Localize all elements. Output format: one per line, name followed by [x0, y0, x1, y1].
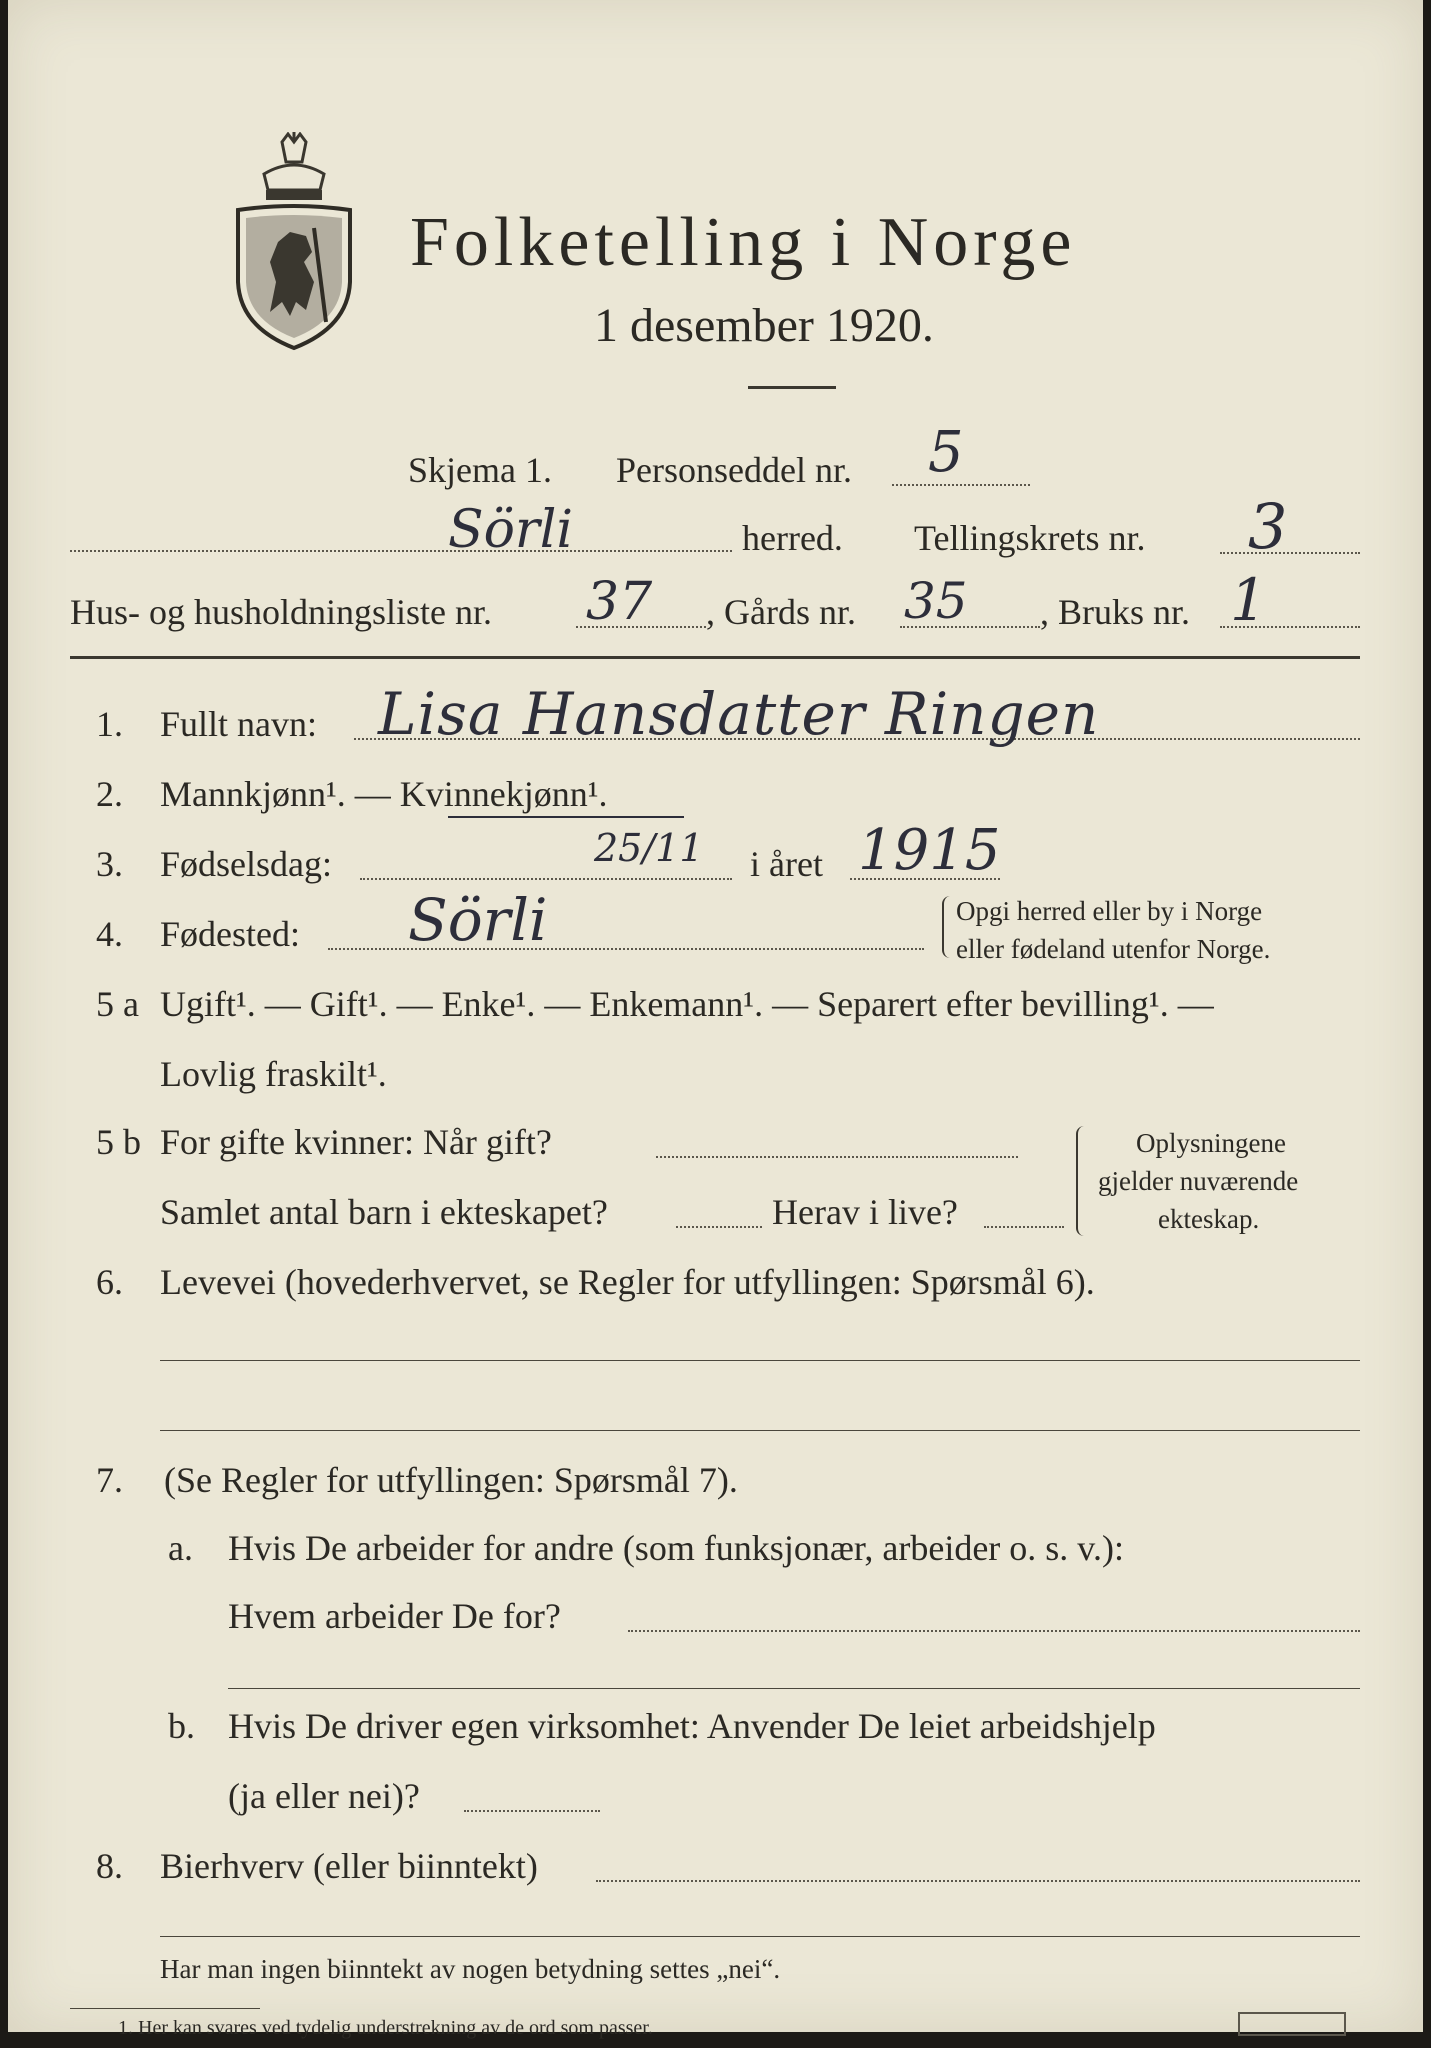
q5b-children-label: Samlet antal barn i ekteskapet?	[160, 1192, 608, 1232]
q6-answer-line2	[160, 1430, 1360, 1431]
footnote-divider	[70, 2008, 260, 2009]
q1-value: Lisa Hansdatter Ringen	[378, 680, 1100, 748]
q5a-number: 5 a	[96, 984, 139, 1024]
census-form-page	[8, 0, 1423, 2039]
q4-note-line1: Opgi herred eller by i Norge	[956, 896, 1263, 926]
q3-label: Fødselsdag:	[160, 844, 333, 884]
q5b-note-brace	[1076, 1126, 1084, 1236]
q7a-answer-line	[628, 1630, 1360, 1632]
q8-number: 8.	[96, 1846, 123, 1886]
personseddel-value: 5	[928, 420, 964, 485]
q7a-line1: Hvis De arbeider for andre (som funksjonær, arbeider o. s. v.):	[228, 1528, 1124, 1568]
q5b-line1: For gifte kvinner: Når gift?	[160, 1122, 552, 1162]
gards-value: 35	[904, 572, 968, 630]
q6-answer-line1	[160, 1360, 1360, 1361]
herred-value: Sörli	[448, 500, 574, 560]
footer-note: Har man ingen biinntekt av nogen betydning settes „nei“.	[160, 1954, 781, 1984]
q1-label: Fullt navn:	[160, 704, 318, 744]
q5b-alive-label: Herav i live?	[772, 1192, 958, 1232]
q7b-letter: b.	[168, 1706, 195, 1746]
q7-label: (Se Regler for utfyllingen: Spørsmål 7).	[164, 1460, 738, 1500]
q3-number: 3.	[96, 844, 123, 884]
tellingskrets-label: Tellingskrets nr.	[914, 518, 1146, 558]
q5b-note-line3: ekteskap.	[1158, 1204, 1260, 1234]
q3-year-value: 1915	[858, 818, 1001, 883]
title-divider	[748, 386, 836, 389]
husliste-label: Hus- og husholdningsliste nr.	[70, 592, 493, 632]
q4-label: Fødested:	[160, 914, 300, 954]
bruks-label: , Bruks nr.	[1040, 592, 1191, 632]
q6-label: Levevei (hovederhvervet, se Regler for utfyllingen: Spørsmål 6).	[160, 1262, 1095, 1302]
q7b-line2: (ja eller nei)?	[228, 1776, 420, 1816]
gards-label: , Gårds nr.	[706, 592, 856, 632]
q5a-line2: Lovlig fraskilt¹.	[160, 1054, 387, 1094]
coat-of-arms-icon	[230, 132, 360, 352]
q5b-children-line	[676, 1226, 762, 1228]
q4-value: Sörli	[408, 886, 548, 954]
q6-number: 6.	[96, 1262, 123, 1302]
q7a-letter: a.	[168, 1528, 193, 1568]
q8-label: Bierhverv (eller biinntekt)	[160, 1846, 538, 1886]
census-date: 1 desember 1920.	[594, 299, 934, 352]
q1-number: 1.	[96, 704, 123, 744]
personseddel-label: Personseddel nr.	[616, 450, 852, 490]
tellingskrets-value: 3	[1248, 490, 1288, 563]
q5a-line1: Ugift¹. — Gift¹. — Enke¹. — Enkemann¹. — Separert efter bevilling¹. —	[160, 984, 1214, 1024]
q5b-note-line1: Oplysningene	[1136, 1128, 1286, 1158]
q4-note-line2: eller fødeland utenfor Norge.	[956, 934, 1271, 964]
q5b-alive-line	[984, 1226, 1064, 1228]
q7b-answer-line	[464, 1810, 600, 1812]
q2-label: Mannkjønn¹. — Kvinnekjønn¹.	[160, 774, 608, 814]
schema-label: Skjema 1.	[408, 450, 552, 490]
q7b-line1: Hvis De driver egen virksomhet: Anvender De leiet arbeidshjelp	[228, 1706, 1156, 1746]
husliste-value: 37	[586, 572, 653, 632]
q5b-number: 5 b	[96, 1122, 141, 1162]
header-divider	[70, 656, 1360, 659]
tellingskrets-line	[1220, 552, 1360, 554]
q3-line	[360, 878, 732, 880]
q8-answer-line2	[160, 1936, 1360, 1937]
q2-number: 2.	[96, 774, 123, 814]
footnote: 1. Her kan svares ved tydelig understrekning av de ord som passer.	[118, 2017, 653, 2039]
herred-line	[70, 550, 732, 552]
q7-number: 7.	[96, 1460, 123, 1500]
page-title: Folketelling i Norge	[410, 204, 1077, 281]
q3-year-label: i året	[750, 844, 823, 884]
q7a-answer-line2	[228, 1688, 1360, 1689]
printer-stamp	[1238, 2012, 1346, 2036]
q4-note-brace	[942, 896, 950, 958]
q3-value: 25/11	[594, 826, 704, 870]
q4-number: 4.	[96, 914, 123, 954]
q5b-married-line	[656, 1156, 1018, 1158]
q5b-note-line2: gjelder nuværende	[1098, 1166, 1299, 1196]
herred-label: herred.	[742, 518, 843, 558]
bruks-value: 1	[1230, 566, 1267, 634]
q2-underline-mark	[448, 816, 684, 818]
q8-answer-line	[596, 1880, 1360, 1882]
q7a-line2: Hvem arbeider De for?	[228, 1596, 561, 1636]
